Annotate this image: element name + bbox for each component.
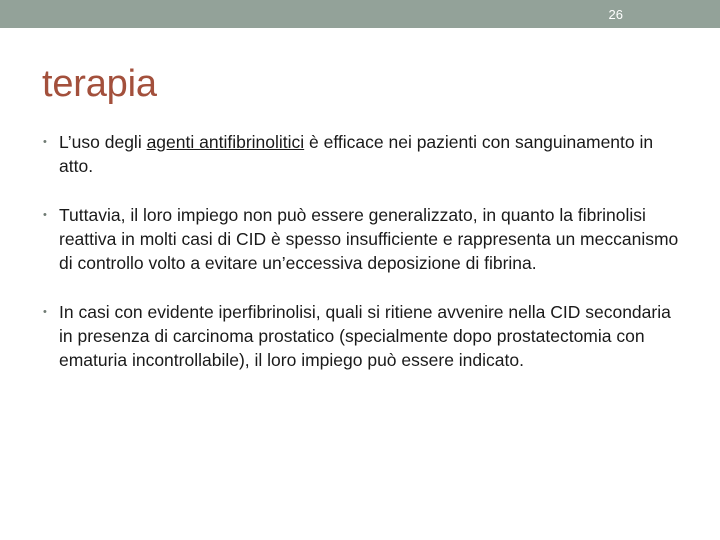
bullet-2-text: Tuttavia, il loro impiego non può essere generalizzato, in quanto la fibrinolisi reattiva in molti casi di CID è spesso insufficiente e rappresenta un meccanismo di controllo volto a evitare un’eccessiva deposizione di fibrina. [59, 205, 679, 273]
bullet-item-1 [43, 130, 683, 178]
bullet-1-text-end: è efficace nei pazienti con sanguinamento in atto. [59, 132, 654, 176]
bullet-1-text-start: L’uso degli [59, 132, 147, 152]
bullet-item-2 [43, 203, 683, 275]
bullet-3-text: In casi con evidente iperfibrinolisi, quali si ritiene avvenire nella CID secondaria in presenza di carcinoma prostatico (specialmente dopo prostatectomia con ematuria incontrollabile), il loro impiego può essere indicato. [59, 302, 671, 370]
bullet-1-underlined-term: agenti antifibrinolitici [146, 132, 305, 152]
slide-title: terapia [42, 63, 157, 105]
bullet-item-3 [43, 300, 683, 372]
bullet-icon: • [43, 209, 47, 221]
bullet-icon: • [43, 136, 47, 148]
bullet-icon: • [43, 306, 47, 318]
header-bar [0, 0, 720, 28]
slide-number: 26 [608, 7, 623, 22]
bullet-list [43, 130, 683, 372]
